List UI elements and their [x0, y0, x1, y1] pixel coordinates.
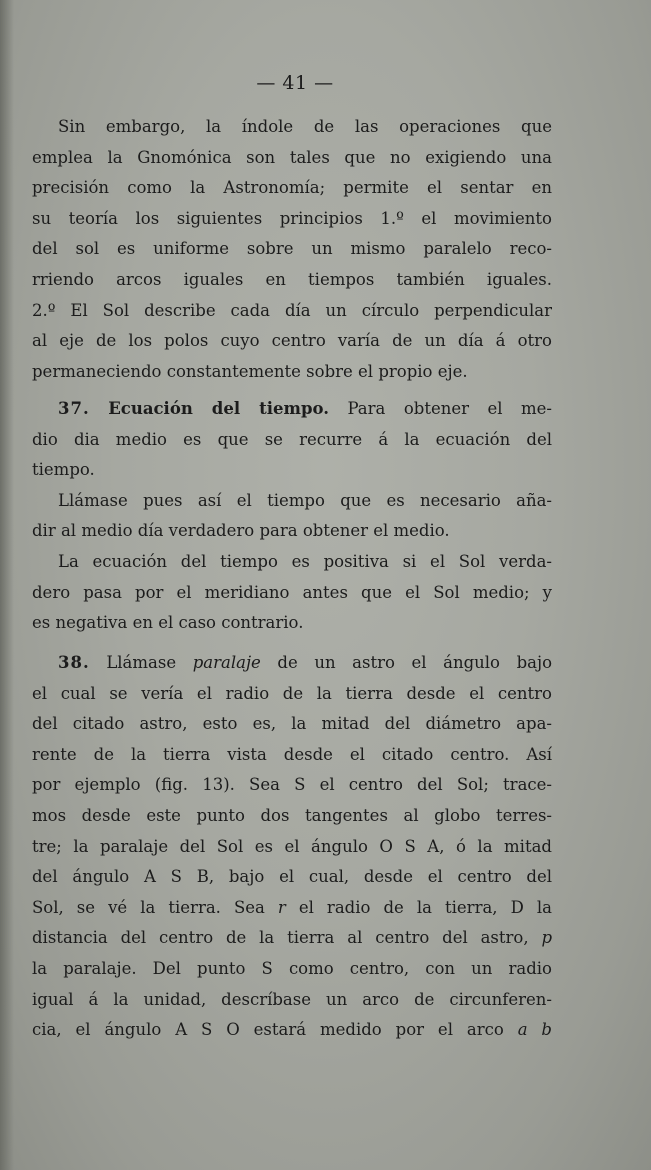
- page-number: — 41 —: [256, 72, 334, 94]
- text-line: rriendo arcos iguales en tiempos también iguales.: [32, 269, 552, 289]
- text-span: Para obtener el me-: [347, 399, 552, 418]
- italic-term-paralaje: paralaje: [192, 653, 261, 672]
- text-line: el cual se vería el radio de la tierra desde el centro: [32, 683, 552, 703]
- text-line: del citado astro, esto es, la mitad del diámetro apa-: [32, 714, 552, 734]
- text-line: permaneciendo constantemente sobre el propio eje.: [32, 361, 468, 381]
- text-line: del ángulo A S B, bajo el cual, desde el centro del: [32, 867, 552, 887]
- text-line: tre; la paralaje del Sol es el ángulo O S A, ó la mitad: [32, 836, 552, 856]
- text-line: rente de la tierra vista desde el citado centro. Así: [32, 744, 552, 764]
- section-37-title: Ecuación del tiempo.: [108, 399, 329, 418]
- section-37-heading-line: [32, 394, 552, 425]
- text-line: del sol es uniforme sobre un mismo paralelo reco-: [32, 239, 552, 259]
- text-span: cia, el ángulo A S O estará medido por el arco: [32, 1020, 504, 1040]
- text-line: Sin embargo, la índole de las operaciones que: [58, 117, 552, 136]
- section-37-number: 37.: [58, 399, 90, 418]
- variable-ab: a b: [517, 1020, 552, 1040]
- text-line: La ecuación del tiempo es positiva si el Sol verda-: [58, 551, 552, 571]
- text-line: tiempo.: [32, 460, 95, 480]
- text-span: el radio de la tierra, D la: [298, 897, 552, 917]
- paragraph-intro: [32, 112, 552, 387]
- text-line: [32, 923, 552, 954]
- text-line: 2.º El Sol describe cada día un círculo perpendicular: [32, 300, 552, 320]
- text-span: Sol, se vé la tierra. Sea: [32, 897, 265, 917]
- text-line: al eje de los polos cuyo centro varía de un día á otro: [32, 331, 552, 351]
- text-line: precisión como la Astronomía; permite el sentar en: [32, 178, 552, 198]
- variable-r: r: [277, 897, 286, 917]
- text-span: distancia del centro de la tierra al centro del astro,: [32, 928, 529, 948]
- text-span: Llámase: [106, 653, 177, 672]
- section-38-number: 38.: [58, 653, 90, 672]
- text-line: dir al medio día verdadero para obtener el medio.: [32, 521, 450, 541]
- text-line: por ejemplo (fig. 13). Sea S el centro del Sol; trace-: [32, 775, 552, 795]
- text-line: es negativa en el caso contrario.: [32, 613, 304, 633]
- text-line: Llámase pues así el tiempo que es necesario aña-: [58, 490, 552, 510]
- text-span: de un astro el ángulo bajo: [277, 653, 552, 672]
- text-line: la paralaje. Del punto S como centro, con un radio: [32, 958, 552, 978]
- text-line: igual á la unidad, descríbase un arco de circunferen-: [32, 989, 552, 1009]
- variable-p: p: [541, 928, 552, 948]
- text-line: emplea la Gnomónica son tales que no exigiendo una: [32, 147, 552, 167]
- text-line: dio dia medio es que se recurre á la ecuación del: [32, 429, 552, 449]
- section-37: [32, 394, 552, 639]
- section-38: [32, 648, 552, 1046]
- text-line: su teoría los siguientes principios 1.º el movimiento: [32, 208, 552, 228]
- text-line: [32, 1015, 552, 1046]
- section-38-heading-line: [32, 648, 552, 679]
- text-line: [32, 893, 552, 924]
- text-line: mos desde este punto dos tangentes al globo terres-: [32, 805, 552, 825]
- gutter-shadow: [0, 0, 14, 1170]
- text-line: dero pasa por el meridiano antes que el Sol medio; y: [32, 582, 552, 602]
